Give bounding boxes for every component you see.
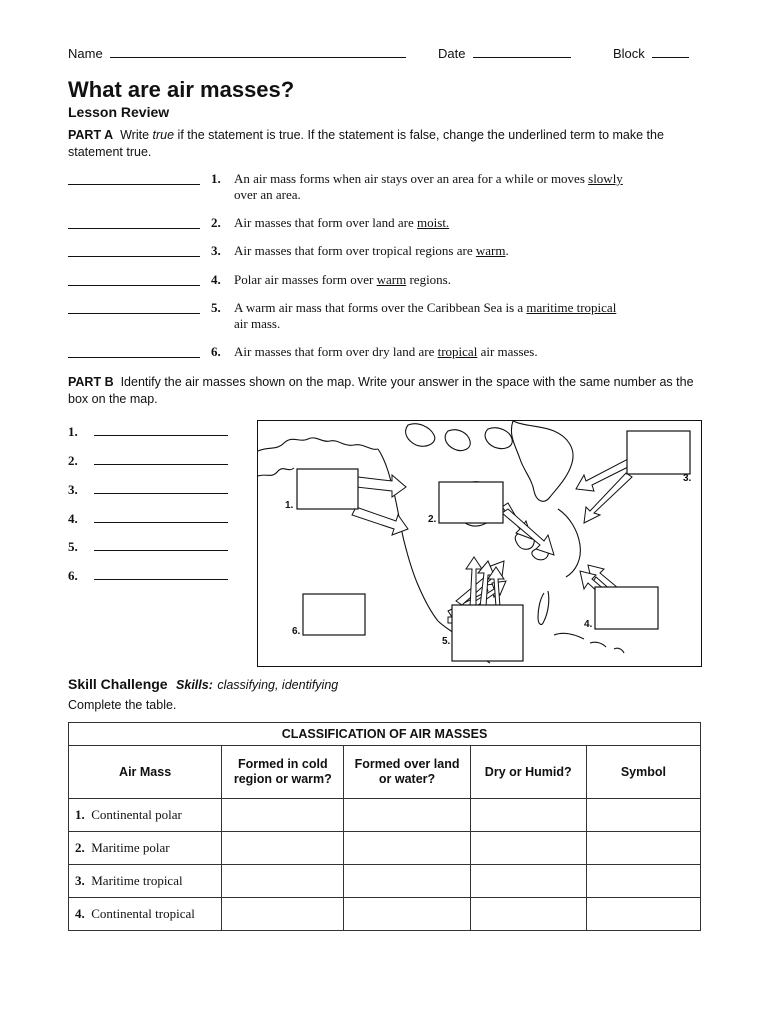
block-field[interactable] (613, 46, 689, 61)
table-cell-input[interactable] (470, 799, 586, 832)
part-b-answer-line-1[interactable] (94, 435, 228, 436)
part-b-answer-number: 6. (68, 568, 78, 583)
underlined-term: slowly (588, 171, 623, 186)
table-cell-input[interactable] (470, 898, 586, 931)
part-a-item-number: 4. (211, 272, 221, 287)
map-label-1: 1. (285, 500, 294, 511)
part-a-instr-post: if the statement is true. If the statement is false, change the underlined term to make the statement true. (68, 128, 664, 159)
underlined-term: warm (376, 272, 407, 287)
underlined-term: warm (475, 243, 506, 258)
map-label-3: 3. (683, 473, 692, 484)
lesson-review-heading: Lesson Review (68, 104, 170, 120)
part-a-instr-pre: Write (120, 128, 150, 142)
part-a-item-number: 6. (211, 344, 221, 359)
classification-table (68, 722, 701, 931)
part-b-answer-line-4[interactable] (94, 522, 228, 523)
table-cell-input[interactable] (344, 799, 470, 832)
table-cell-input[interactable] (586, 865, 700, 898)
part-b-answer-line-2[interactable] (94, 464, 228, 465)
block-blank[interactable] (652, 57, 689, 58)
table-cell-input[interactable] (344, 898, 470, 931)
underlined-term: moist. (417, 215, 450, 230)
part-b-answer-number: 3. (68, 482, 78, 497)
table-cell-input[interactable] (470, 832, 586, 865)
table-row: 1. Continental polar (69, 799, 701, 832)
table-cell-input[interactable] (344, 832, 470, 865)
table-cell-input[interactable] (222, 865, 344, 898)
part-a-instr-em: true (152, 128, 175, 142)
part-a-label: PART A (68, 128, 114, 142)
table-cell-input[interactable] (470, 865, 586, 898)
underlined-term: tropical (437, 344, 478, 359)
map-box-5 (452, 605, 523, 661)
page-title: What are air masses? (68, 77, 295, 102)
part-a-item-6: Air masses that form over dry land are tropical air masses. (234, 344, 538, 359)
part-a-item-number: 3. (211, 243, 221, 258)
table-caption: CLASSIFICATION OF AIR MASSES (69, 723, 701, 746)
table-header: Air Mass (69, 746, 222, 799)
part-b-instructions: PART B Identify the air masses shown on the map. Write your answer in the space with the same number as the box on the map. (68, 375, 694, 406)
air-mass-map (257, 420, 702, 667)
part-a-answer-line-6[interactable] (68, 357, 200, 358)
table-row: 2. Maritime polar (69, 832, 701, 865)
part-b-answer-number: 2. (68, 453, 78, 468)
part-b-label: PART B (68, 375, 114, 389)
part-a-answer-line-5[interactable] (68, 313, 200, 314)
name-label: Name (68, 46, 103, 61)
table-row: 4. Continental tropical (69, 898, 701, 931)
skill-instruction: Complete the table. (68, 698, 177, 712)
table-cell-input[interactable] (586, 898, 700, 931)
table-header: Formed in cold region or warm? (222, 746, 344, 799)
part-a-instructions (68, 127, 708, 161)
table-cell-input[interactable] (344, 865, 470, 898)
part-a-item-4: Polar air masses form over warm regions. (234, 272, 451, 287)
table-cell-input[interactable] (586, 832, 700, 865)
map-label-4: 4. (584, 619, 593, 630)
map-box-6 (303, 594, 365, 635)
map-label-6: 6. (292, 626, 301, 637)
part-b-answer-number: 4. (68, 511, 78, 526)
part-a-answer-line-4[interactable] (68, 285, 200, 286)
part-a-item-1: An air mass forms when air stays over an area for a while or moves slowly over an area. (234, 171, 623, 202)
part-a-answer-line-1[interactable] (68, 184, 200, 185)
table-header: Dry or Humid? (470, 746, 586, 799)
map-label-2: 2. (428, 514, 437, 525)
map-box-4 (595, 587, 658, 629)
part-b-answer-line-5[interactable] (94, 550, 228, 551)
skill-challenge-heading: Skill Challenge Skills: classifying, identifying (68, 676, 339, 692)
part-a-answer-line-3[interactable] (68, 256, 200, 257)
name-field[interactable] (68, 46, 406, 61)
date-field[interactable] (438, 46, 571, 61)
part-a-item-5: A warm air mass that forms over the Caribbean Sea is a maritime tropical air mass. (234, 300, 617, 331)
table-cell-input[interactable] (222, 799, 344, 832)
block-label: Block (613, 46, 645, 61)
table-cell-input[interactable] (222, 898, 344, 931)
part-a-item-number: 5. (211, 300, 221, 315)
map-box-1 (297, 469, 358, 509)
part-b-answer-number: 5. (68, 539, 78, 554)
map-box-3 (627, 431, 690, 474)
table-row: 3. Maritime tropical (69, 865, 701, 898)
map-label-5: 5. (442, 636, 451, 647)
table-header: Symbol (586, 746, 700, 799)
date-label: Date (438, 46, 466, 61)
name-blank[interactable] (110, 57, 406, 58)
part-a-answer-line-2[interactable] (68, 228, 200, 229)
map-box-2 (439, 482, 503, 523)
part-b-answer-number: 1. (68, 424, 78, 439)
north-america-map-drawing (258, 421, 701, 666)
underlined-term: maritime tropical (526, 300, 617, 315)
table-cell-input[interactable] (222, 832, 344, 865)
table-header: Formed over land or water? (344, 746, 470, 799)
table-cell-input[interactable] (586, 799, 700, 832)
part-a-item-number: 1. (211, 171, 221, 186)
part-a-item-3: Air masses that form over tropical regions are warm. (234, 243, 509, 258)
part-b-answer-line-6[interactable] (94, 579, 228, 580)
part-b-answer-line-3[interactable] (94, 493, 228, 494)
part-a-item-2: Air masses that form over land are moist. (234, 215, 450, 230)
date-blank[interactable] (473, 57, 571, 58)
part-a-item-number: 2. (211, 215, 221, 230)
